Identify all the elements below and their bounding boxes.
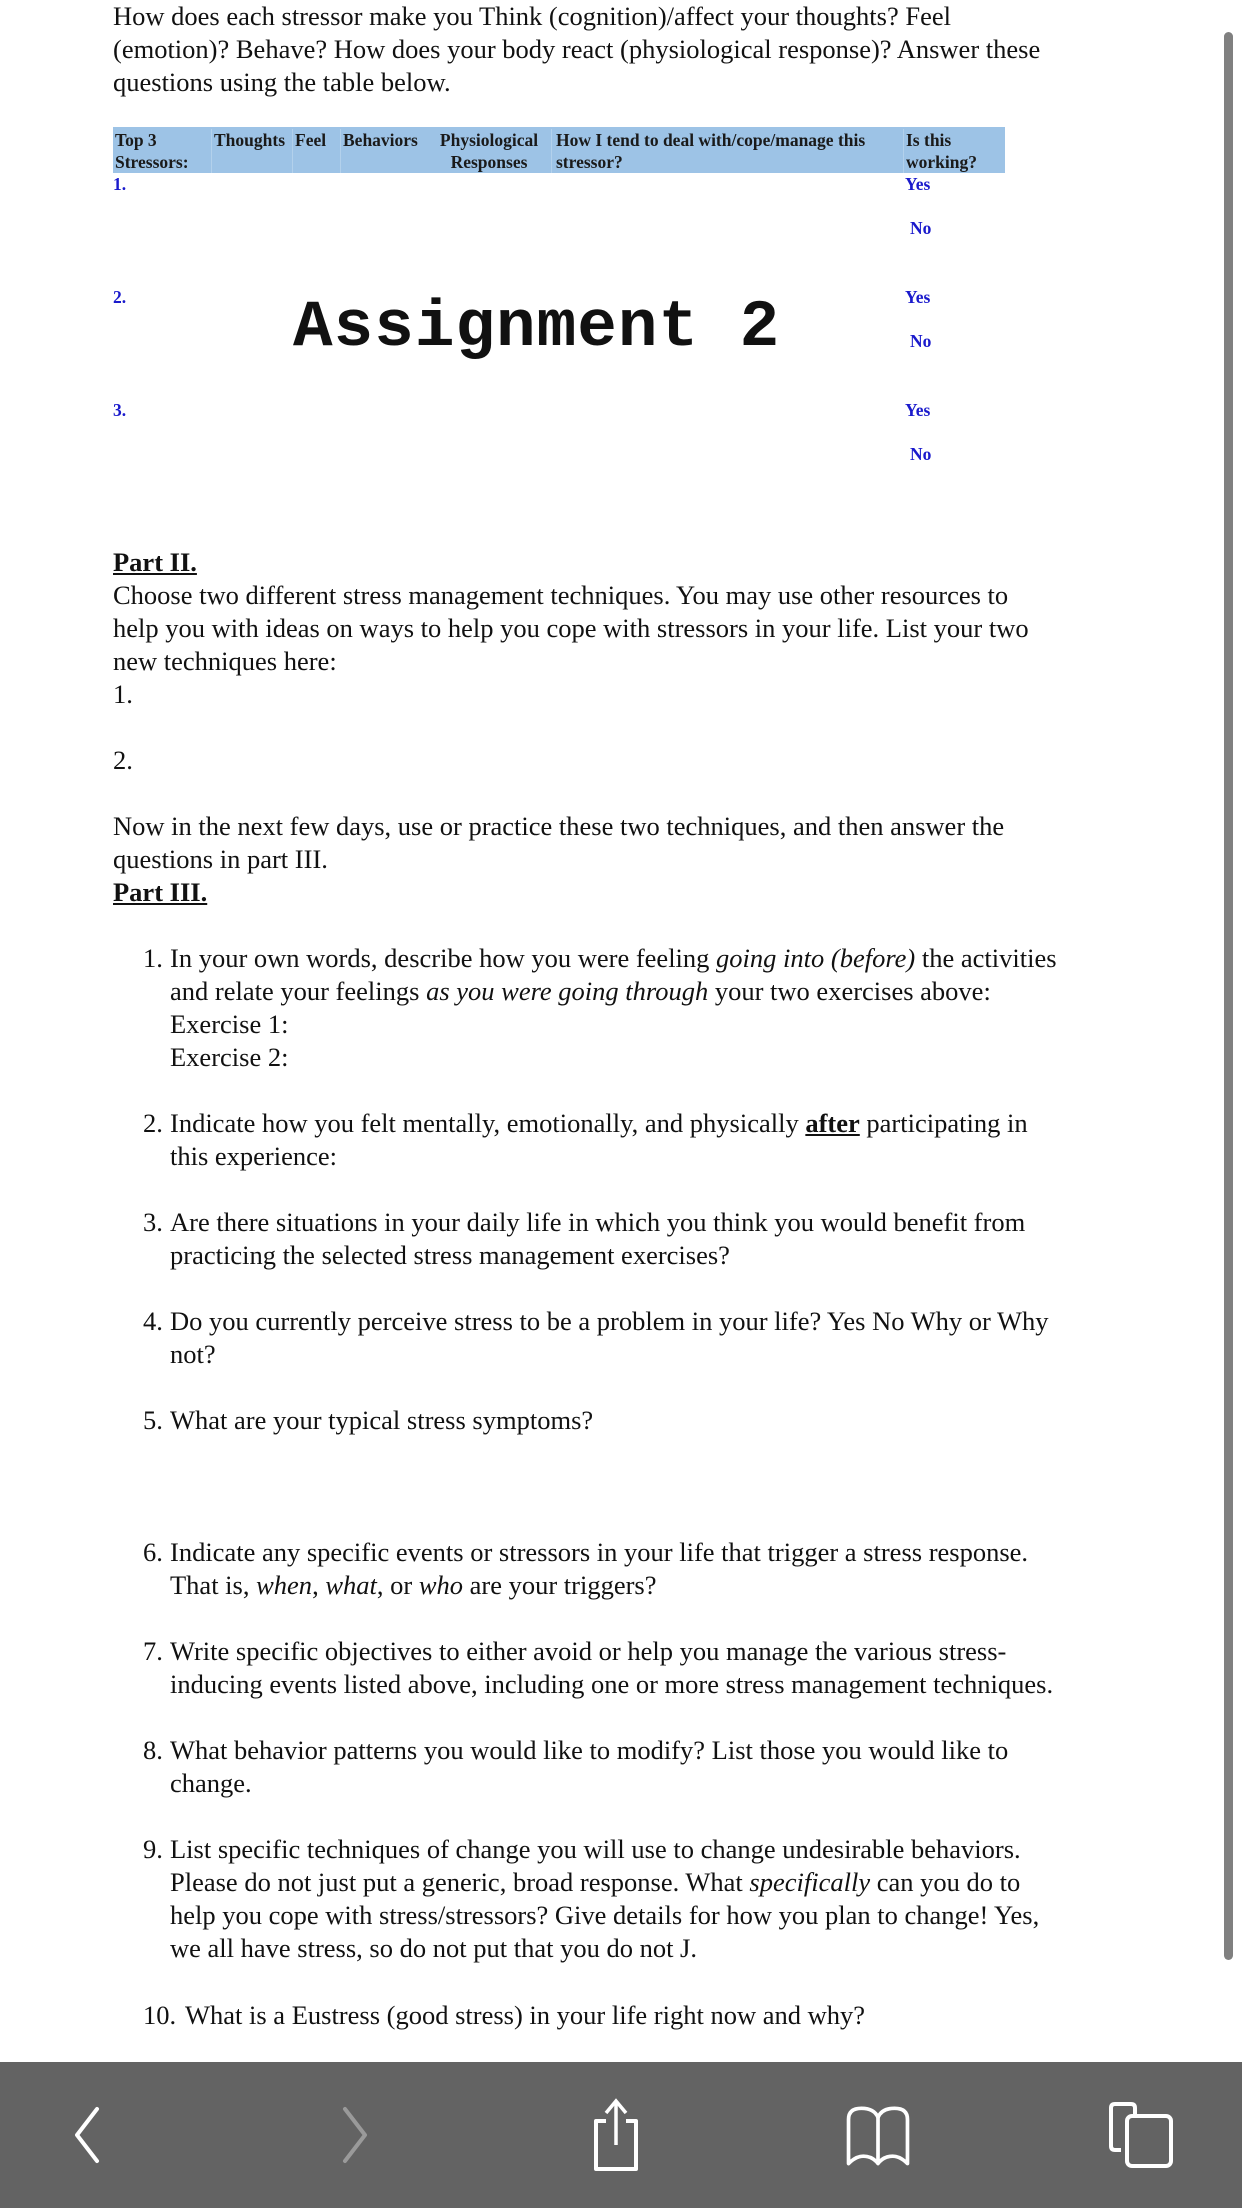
question-9 bbox=[143, 1833, 1133, 1965]
question-8 bbox=[143, 1734, 1133, 1800]
yes-option[interactable]: Yes bbox=[905, 174, 931, 194]
share-button[interactable] bbox=[581, 2100, 651, 2170]
question-number: 3. bbox=[143, 1207, 163, 1237]
part2-line: Now in the next few days, use or practice these two techniques, and then answer the bbox=[113, 811, 1005, 841]
row-number: 2. bbox=[113, 287, 127, 307]
back-icon bbox=[67, 2105, 107, 2165]
question-text: List specific techniques of change you will use to change undesirable behaviors. Please do not just put a generic, broad response. What specifically can you do to help you cope with stress/stressors? Give details for how you plan to change! Yes, we all have stress, so do not put that you do not J. bbox=[170, 1834, 1040, 1963]
question-number: 9. bbox=[143, 1834, 163, 1864]
question-2 bbox=[143, 1107, 1133, 1173]
question-text: Do you currently perceive stress to be a problem in your life? Yes No Why or Why not? bbox=[170, 1306, 1049, 1369]
tabs-icon bbox=[1107, 2100, 1177, 2170]
question-7 bbox=[143, 1635, 1133, 1701]
question-text: In your own words, describe how you were feeling going into (before) the activities and relate your feelings as you were going through your two exercises above: Exercise 1: Exercise 2: bbox=[170, 943, 1057, 1072]
header-working: Is this working? bbox=[903, 129, 1005, 173]
table-header bbox=[113, 127, 1005, 173]
question-number: 10. bbox=[143, 2000, 177, 2030]
question-number: 1. bbox=[143, 943, 163, 973]
assignment-watermark: Assignment 2 bbox=[293, 290, 781, 365]
question-number: 7. bbox=[143, 1636, 163, 1666]
header-feel: Feel bbox=[292, 129, 340, 173]
question-1 bbox=[143, 942, 1133, 1074]
question-3 bbox=[143, 1206, 1133, 1272]
technique-2: 2. bbox=[113, 745, 133, 775]
no-option[interactable]: No bbox=[910, 444, 932, 464]
no-option[interactable]: No bbox=[910, 331, 932, 351]
part3-title: Part III. bbox=[113, 877, 208, 907]
part2-title: Part II. bbox=[113, 547, 197, 577]
header-behaviors: Behaviors bbox=[340, 129, 426, 173]
yes-option[interactable]: Yes bbox=[905, 400, 931, 420]
question-text: What are your typical stress symptoms? bbox=[170, 1405, 594, 1435]
row-number: 1. bbox=[113, 174, 127, 194]
question-number: 8. bbox=[143, 1735, 163, 1765]
no-option[interactable]: No bbox=[910, 218, 932, 238]
intro-paragraph bbox=[113, 0, 1133, 99]
question-5 bbox=[143, 1404, 1133, 1437]
question-text: Indicate how you felt mentally, emotionally, and physically after participating in this experience: bbox=[170, 1108, 1028, 1171]
header-thoughts: Thoughts bbox=[211, 129, 292, 173]
share-icon bbox=[586, 2097, 646, 2173]
header-coping: How I tend to deal with/cope/manage this stressor? bbox=[551, 129, 903, 173]
intro-line: How does each stressor make you Think (cognition)/affect your thoughts? Feel bbox=[113, 1, 951, 31]
question-10 bbox=[143, 1999, 1133, 2032]
header-physiological: Physiological Responses bbox=[439, 130, 539, 172]
forward-icon bbox=[335, 2105, 375, 2165]
question-number: 2. bbox=[143, 1108, 163, 1138]
part2-line: help you with ideas on ways to help you cope with stressors in your life. List your two bbox=[113, 613, 1029, 643]
header-top3: Top 3 Stressors: bbox=[115, 130, 189, 172]
back-button[interactable] bbox=[52, 2100, 122, 2170]
row-number: 3. bbox=[113, 400, 127, 420]
stressor-table bbox=[113, 127, 1005, 173]
question-text: What behavior patterns you would like to modify? List those you would like to change. bbox=[170, 1735, 1009, 1798]
tabs-button[interactable] bbox=[1107, 2100, 1177, 2170]
bookmarks-button[interactable] bbox=[843, 2100, 913, 2170]
question-number: 6. bbox=[143, 1537, 163, 1567]
part2-section bbox=[113, 546, 1133, 909]
bookmarks-icon bbox=[843, 2100, 913, 2170]
part2-line: new techniques here: bbox=[113, 646, 337, 676]
browser-toolbar bbox=[0, 2062, 1242, 2208]
question-number: 4. bbox=[143, 1306, 163, 1336]
question-4 bbox=[143, 1305, 1133, 1371]
question-number: 5. bbox=[143, 1405, 163, 1435]
intro-line: (emotion)? Behave? How does your body react (physiological response)? Answer these bbox=[113, 34, 1041, 64]
forward-button[interactable] bbox=[320, 2100, 390, 2170]
question-6 bbox=[143, 1536, 1133, 1602]
question-text: Write specific objectives to either avoid or help you manage the various stress- inducing events listed above, including one or more stress management techniques. bbox=[170, 1636, 1054, 1699]
intro-line: questions using the table below. bbox=[113, 67, 451, 97]
question-text: Are there situations in your daily life in which you think you would benefit from practicing the selected stress management exercises? bbox=[170, 1207, 1026, 1270]
question-text: What is a Eustress (good stress) in your life right now and why? bbox=[185, 2000, 866, 2030]
yes-option[interactable]: Yes bbox=[905, 287, 931, 307]
part2-line: Choose two different stress management techniques. You may use other resources to bbox=[113, 580, 1009, 610]
technique-1: 1. bbox=[113, 679, 133, 709]
vertical-scrollbar[interactable] bbox=[1224, 32, 1233, 1960]
part2-line: questions in part III. bbox=[113, 844, 328, 874]
question-text: Indicate any specific events or stressors in your life that trigger a stress response. That is, when, what, or who are your triggers? bbox=[170, 1537, 1029, 1600]
